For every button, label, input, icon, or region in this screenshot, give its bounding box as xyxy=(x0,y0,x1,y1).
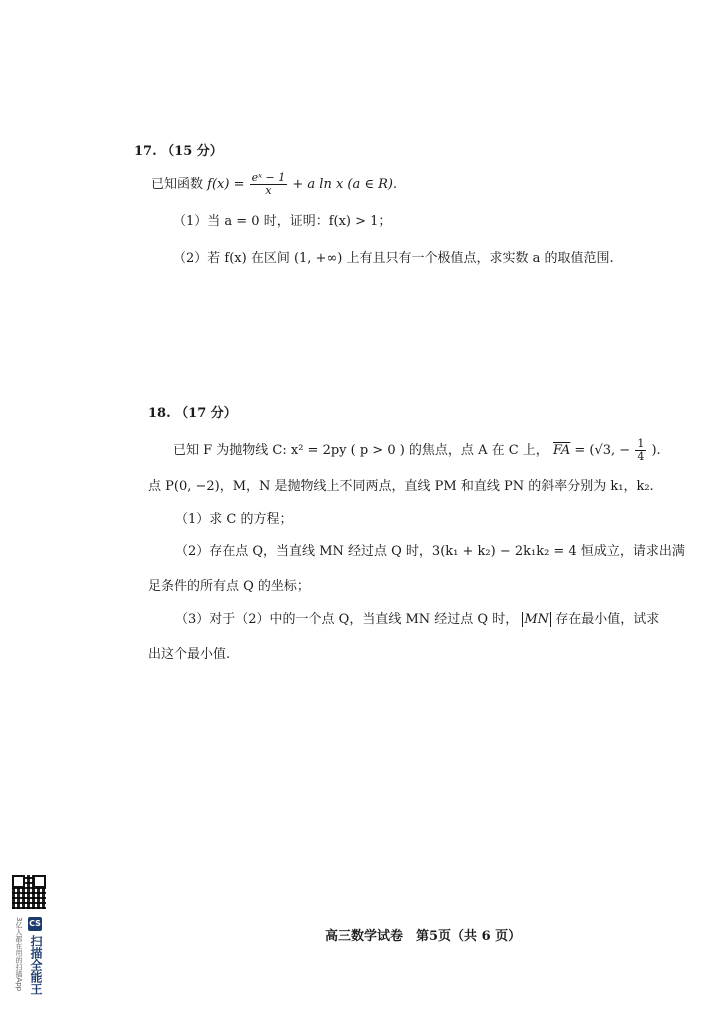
q18-vector: $\overline{FA}$ xyxy=(552,443,571,458)
watermark-brand: 扫描全能王 xyxy=(29,935,43,995)
q18-part3-pre: （3）对于（2）中的一个点 Q，当直线 MN 经过点 Q 时， xyxy=(175,612,519,627)
q17-intro-suffix: + a ln x (a ∈ R). xyxy=(292,177,398,192)
q18-vector-eq: = (√3, − xyxy=(574,443,631,458)
q17-intro-prefix: 已知函数 xyxy=(151,177,204,192)
q17-intro xyxy=(151,172,397,197)
q18-number: 18. xyxy=(148,406,171,421)
q18-header xyxy=(148,405,237,423)
q17-part2: （2）若 f(x) 在区间 (1, +∞) 上有且只有一个极值点，求实数 a 的取值范围. xyxy=(173,251,614,266)
page-footer: 高三数学试卷 第5页（共 6 页） xyxy=(325,929,522,944)
q18-vec-frac-num: 1 xyxy=(637,437,645,450)
q17-frac-den: x xyxy=(265,184,272,197)
q18-intro-b: 点 P(0, −2)，M，N 是抛物线上不同两点，直线 PM 和直线 PN 的斜率分别为 k₁，k₂. xyxy=(148,479,654,494)
qr-code-icon xyxy=(12,875,46,909)
q18-part1: （1）求 C 的方程； xyxy=(175,512,293,527)
q17-fraction xyxy=(250,172,288,197)
q18-vec-frac-den: 4 xyxy=(637,450,645,463)
q18-part3-line1 xyxy=(175,611,659,629)
q17-score: （15 分） xyxy=(161,144,223,159)
q18-intro-text: 已知 F 为抛物线 C: x² = 2py ( p > 0 ) 的焦点，点 A 在 C 上， xyxy=(173,443,549,458)
q18-vector-close: ). xyxy=(651,443,661,458)
q17-header xyxy=(134,143,223,161)
q17-number: 17. xyxy=(134,144,157,159)
q18-part2-line2: 足条件的所有点 Q 的坐标； xyxy=(148,579,310,594)
q18-part3-post: 存在最小值，试求 xyxy=(555,612,660,627)
q18-part3-line2: 出这个最小值. xyxy=(148,647,231,662)
camscanner-logo-icon: CS xyxy=(28,917,42,931)
q17-part1: （1）当 a = 0 时，证明：f(x) > 1； xyxy=(173,214,392,229)
q18-score: （17 分） xyxy=(175,406,237,421)
watermark-tagline: 3亿人都在用的扫描App xyxy=(15,917,23,992)
q18-part3-abs: MN xyxy=(524,612,550,627)
q18-intro-a xyxy=(173,438,661,463)
q18-vector-fraction xyxy=(635,438,646,463)
q17-func: f(x) = xyxy=(207,177,245,192)
q18-part2-line1: （2）存在点 Q，当直线 MN 经过点 Q 时，3(k₁ + k₂) − 2k₁k₂ = 4 恒成立，请求出满 xyxy=(175,544,685,559)
q17-frac-num: eˣ − 1 xyxy=(251,171,286,184)
